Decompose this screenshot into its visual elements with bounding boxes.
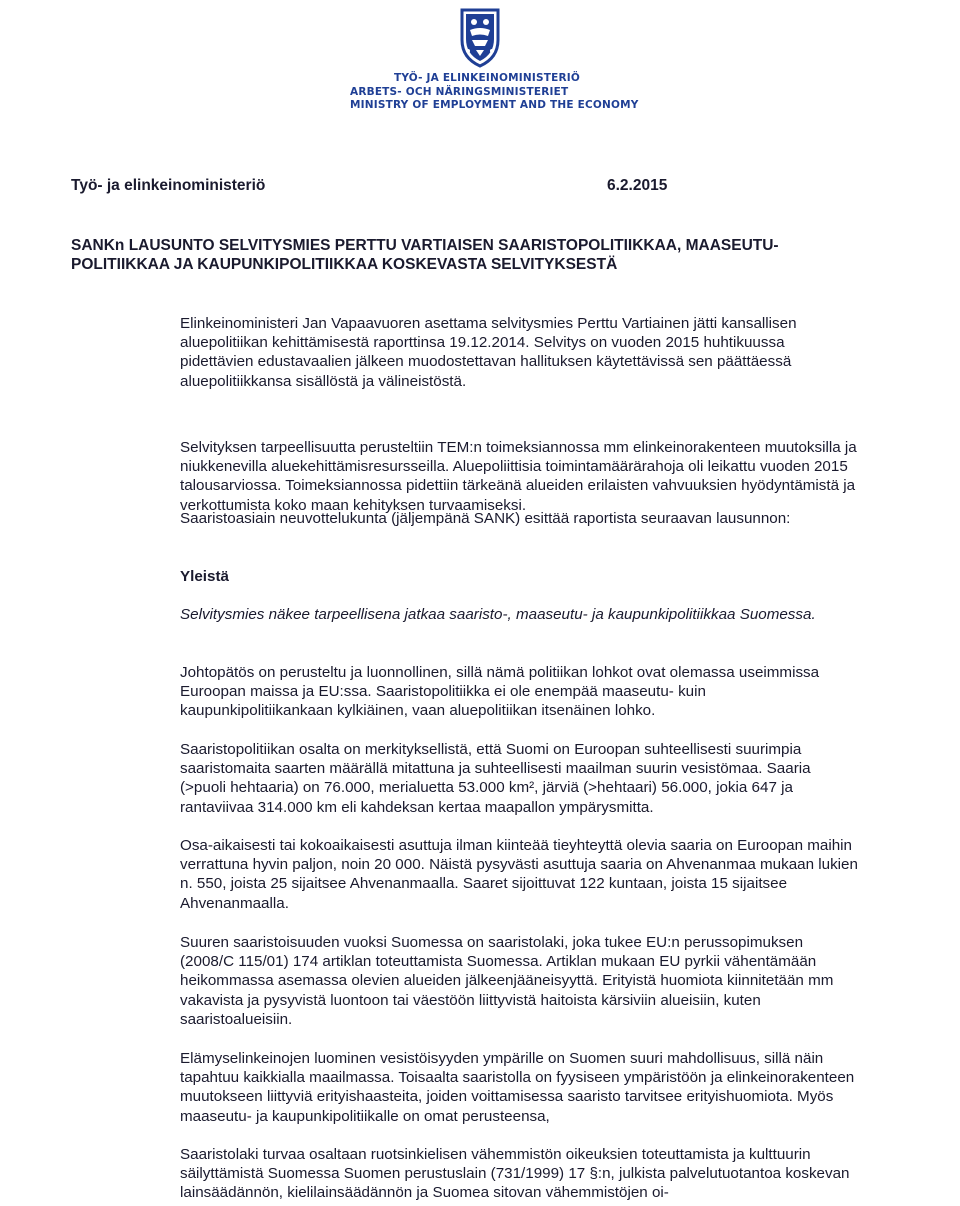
paragraph-intro: Elinkeinoministeri Jan Vapaavuoren asettama selvitysmies Perttu Vartiainen jätti kansallisen aluepolitiikan kehittämisestä raporttinsa 19.12.2014. Selvitys on vuoden 2015 huhtikuussa pidettävien edustavaalien jälkeen muodostettavan hallituksen käytettävissä sen päättäessä aluepolitiikkansa sisällöstä ja välineistöstä. [180, 315, 797, 390]
ministry-logo [350, 6, 639, 111]
paragraph-rapporteur-view: Selvitysmies näkee tarpeellisena jatkaa saaristo-, maaseutu- ja kaupunkipolitiikkaa Suomessa. [180, 606, 816, 623]
finnish-lion-emblem-icon [458, 6, 502, 68]
logo-line-english: MINISTRY OF EMPLOYMENT AND THE ECONOMY [350, 99, 639, 111]
paragraph-necessity: Selvityksen tarpeellisuutta perusteltiin TEM:n toimeksiannossa mm elinkeinorakenteen muutoksilla ja niukkenevilla aluekehittämisresursseilla. Aluepoliittisia toimintamäärärahoja oli leikattu vuoden 2015 talousarviossa. Toimeksiannossa pidettiin tärkeänä alueiden erilaisten vahvuuksien hyödyntämistä ja verkottumista koko maan kehityksen turvaamiseksi. [180, 439, 857, 514]
paragraph-sank-statement: Saaristoasiain neuvottelukunta (jäljempänä SANK) esittää raportista seuraavan lausunnon: [180, 510, 791, 527]
document-title: SANKn LAUSUNTO SELVITYSMIES PERTTU VARTIAISEN SAARISTOPOLITIIKKAA, MAASEUTU-POLITIIKKAA JA KAUPUNKIPOLITIIKKAA KOSKEVASTA SELVITYKSESTÄ [71, 237, 779, 273]
paragraph-inhabited-islands: Osa-aikaisesti tai kokoaikaisesti asuttuja ilman kiinteää tieyhteyttä olevia saaria on Euroopan maihin verrattuna hyvin paljon, noin 20 000. Näistä pysyvästi asuttuja saaria on Ahvenanmaa mukaan lukien n. 550, joista 25 sijaitsee Ahvenanmaalla. Saaret sijoittuvat 122 kuntaan, joista 15 sijaitsee Ahvenanmaalla. [180, 837, 858, 912]
header-date: 6.2.2015 [607, 177, 668, 194]
logo-line-swedish: ARBETS- OCH NÄRINGSMINISTERIET [350, 86, 569, 98]
section-heading-general: Yleistä [180, 568, 229, 585]
logo-line-finnish: TYÖ- JA ELINKEINOMINISTERIÖ [394, 72, 580, 84]
paragraph-experience-industries: Elämyselinkeinojen luominen vesistöisyyden ympärille on Suomen suuri mahdollisuus, sillä näin tapahtuu kaikkialla maailmassa. Toisaalta saaristolla on fyysiseen ympäristöön ja elinkeinorakenteen muutokseen liittyviä erityishaasteita, joiden voittamisessa saaristo tarvitsee erityishuomiota. Myös maaseutu- ja kaupunkipolitiikalle on omat perusteensa, [180, 1050, 855, 1125]
paragraph-conclusion: Johtopätös on perusteltu ja luonnollinen, sillä nämä politiikan lohkot ovat olemassa useimmissa Euroopan maissa ja EU:ssa. Saaristopolitiikka ei ole enempää maaseutu- kuin kaupunkipolitiikankaan kylkiäinen, vaan aluepolitiikan itsenäinen lohko. [180, 664, 820, 720]
header-organization: Työ- ja elinkeinoministeriö [71, 177, 266, 194]
paragraph-archipelago-law: Suuren saaristoisuuden vuoksi Suomessa on saaristolaki, joka tukee EU:n perussopimuksen (2008/C 115/01) 174 artiklan toteuttamista Suomessa. Artiklan mukaan EU pyrkii vähentämään heikommassa asemassa olevien alueiden jälkeenjääneisyyttä. Erityistä huomiota kiinnitetään mm vakavista ja pysyvistä luontoon tai väestöön liittyvistä haitoista kärsiviin alueisiin, kuten saaristoalueisiin. [180, 934, 834, 1028]
paragraph-archipelago-policy: Saaristopolitiikan osalta on merkityksellistä, että Suomi on Euroopan suhteellisesti suurimpia saaristomaita saarten määrällä mitattuna ja suhteellisesti maailman suurin vesistömaa. Saaria (>puoli hehtaaria) on 76.000, merialuetta 53.000 km², järviä (>hehtaari) 56.000, jokia 647 ja rantaviivaa 314.000 km eli kahdeksan kertaa maapallon ympärysmitta. [180, 741, 811, 816]
paragraph-minority-rights: Saaristolaki turvaa osaltaan ruotsinkielisen vähemmistön oikeuksien toteuttamista ja kulttuurin säilyttämistä Suomessa Suomen perustuslain (731/1999) 17 §:n, julkista palvelutuotantoa koskevan lainsäädännön, kielilainsäädännön ja Suomea sitovan vähemmistöjen oi- [180, 1146, 850, 1202]
